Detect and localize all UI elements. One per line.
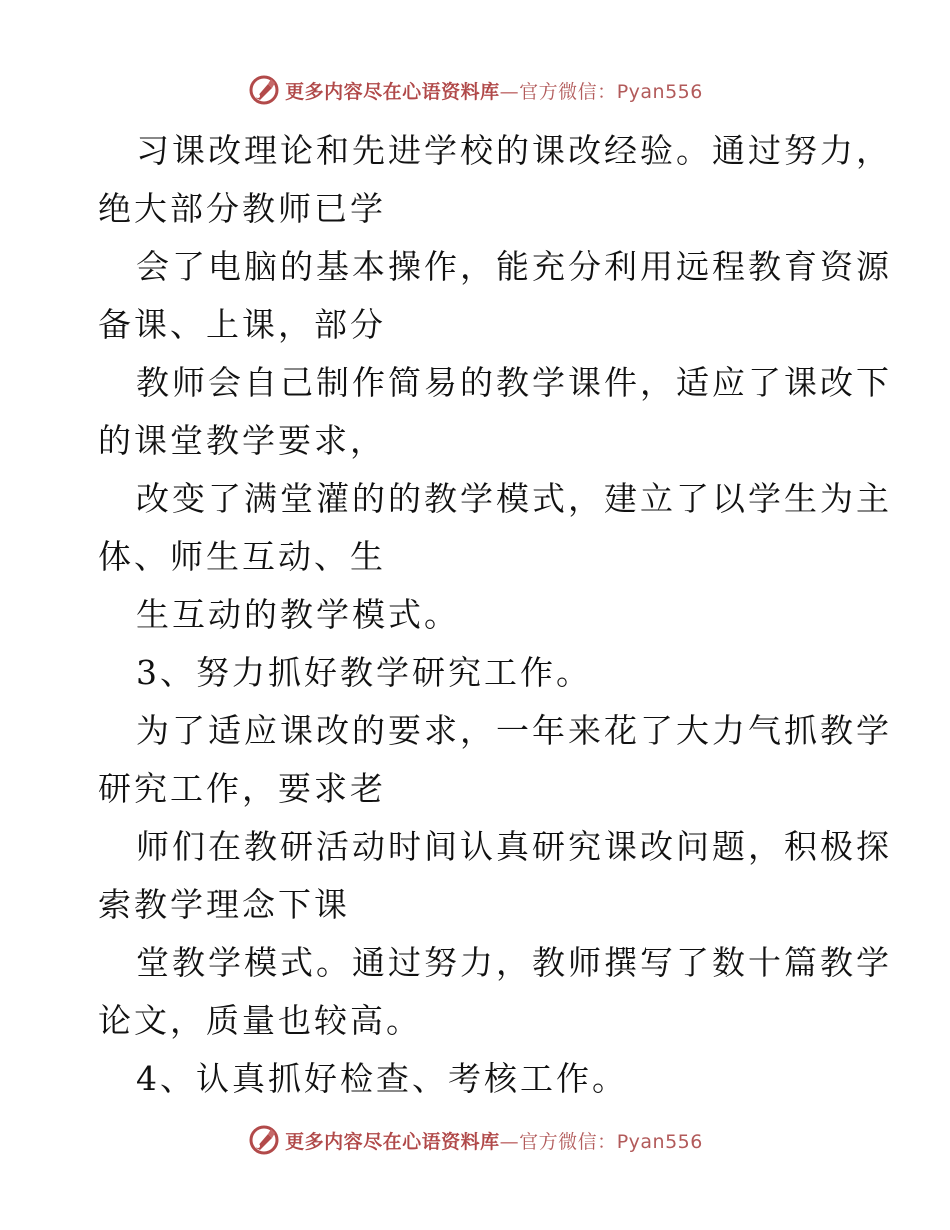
footer-banner-id: Pyan556 [616, 1130, 703, 1153]
pen-logo-icon [247, 73, 281, 107]
footer-banner [0, 1120, 950, 1160]
text-line: 改变了满堂灌的的教学模式，建立了以学生为主 [136, 479, 892, 518]
text-line: 备课、上课，部分 [98, 305, 386, 344]
text-line: 研究工作，要求老 [98, 769, 386, 808]
header-banner-text [285, 77, 703, 104]
footer-banner-main: 更多内容尽在心语资料库 [285, 1130, 500, 1153]
section-heading: 3、努力抓好教学研究工作。 [136, 653, 592, 692]
body-text [98, 122, 892, 1108]
text-line: 师们在教研活动时间认真研究课改问题，积极探 [136, 827, 892, 866]
text-line: 绝大部分教师已学 [98, 189, 386, 228]
footer-banner-label: 官方微信： [519, 1130, 617, 1153]
header-banner-sep: — [499, 80, 520, 103]
text-line: 会了电脑的基本操作，能充分利用远程教育资源 [136, 247, 892, 286]
text-line: 体、师生互动、生 [98, 537, 386, 576]
pen-logo-icon [247, 1123, 281, 1157]
footer-banner-sep: — [499, 1130, 520, 1153]
header-banner-main: 更多内容尽在心语资料库 [285, 80, 500, 103]
footer-banner-text [285, 1127, 703, 1154]
header-banner [0, 70, 950, 110]
header-banner-id: Pyan556 [616, 80, 703, 103]
text-line: 论文，质量也较高。 [98, 1001, 422, 1040]
section-heading: 4、认真抓好检查、考核工作。 [136, 1059, 628, 1098]
text-line: 习课改理论和先进学校的课改经验。通过努力， [136, 131, 892, 170]
text-line: 为了适应课改的要求，一年来花了大力气抓教学 [136, 711, 892, 750]
text-line: 索教学理念下课 [98, 885, 350, 924]
text-line: 教师会自己制作简易的教学课件，适应了课改下 [136, 363, 892, 402]
text-line: 堂教学模式。通过努力，教师撰写了数十篇教学 [136, 943, 892, 982]
text-line: 生互动的教学模式。 [136, 595, 460, 634]
text-line: 的课堂教学要求， [98, 421, 386, 460]
header-banner-label: 官方微信： [519, 80, 617, 103]
